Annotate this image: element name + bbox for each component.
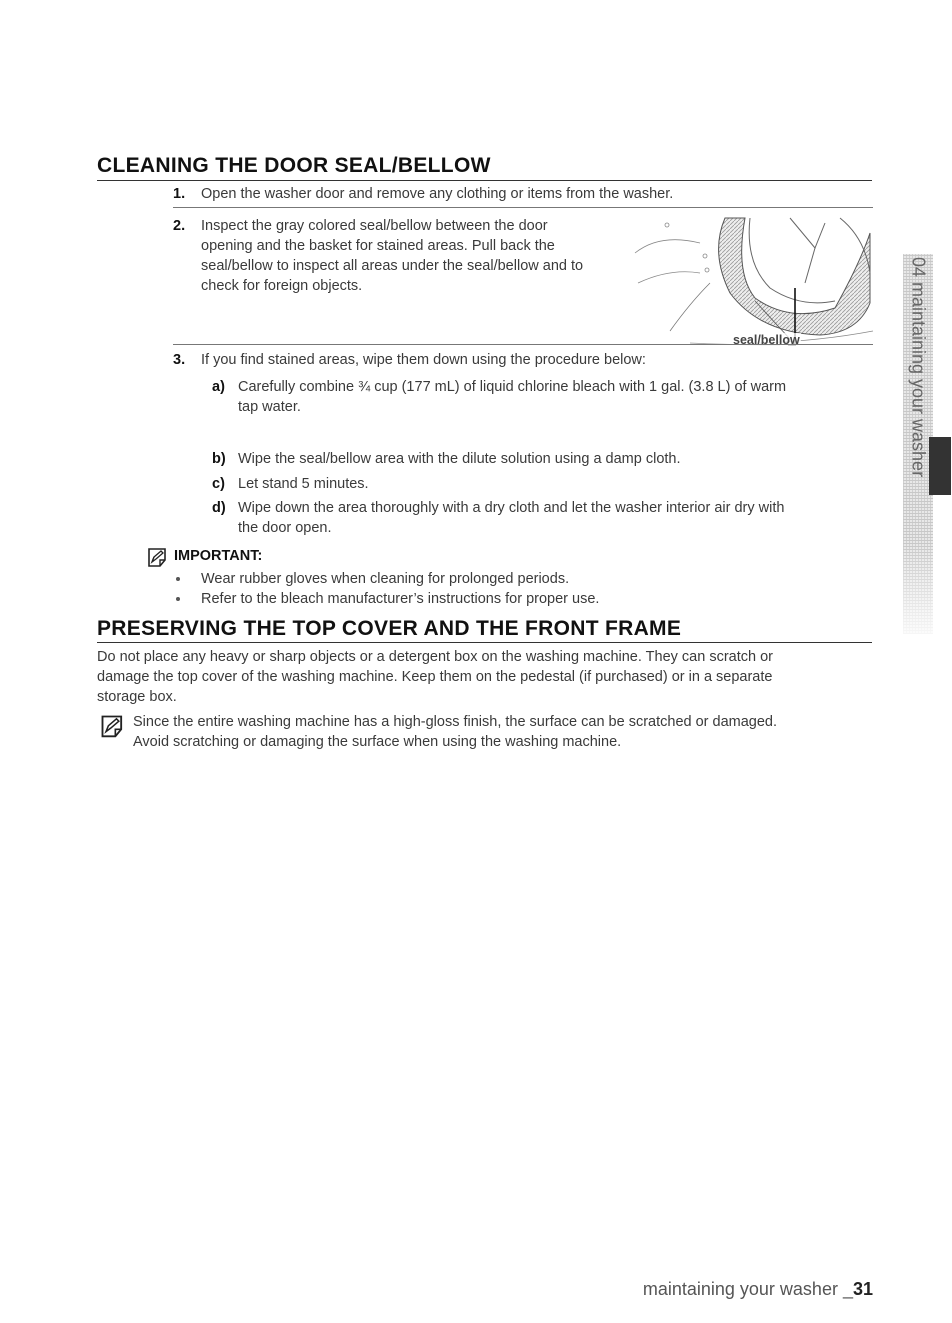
paragraph-line: damage the top cover of the washing machine. Keep them on the pedestal (if purchased) or in a separate — [97, 669, 773, 685]
door-seal-illustration — [630, 213, 875, 355]
step-text-line: opening and the basket for stained areas. Pull back the — [201, 238, 555, 254]
step-divider — [173, 344, 873, 345]
note-text — [133, 712, 873, 752]
bullet-item — [176, 569, 876, 589]
step-text-line: Inspect the gray colored seal/bellow between the door — [201, 218, 548, 234]
step-number: 1. — [173, 186, 186, 202]
note-icon — [146, 546, 170, 575]
side-chapter-label — [906, 256, 930, 478]
side-tab-fade — [903, 544, 933, 634]
paragraph — [97, 647, 873, 707]
substep-text-line: Wipe down the area thoroughly with a dry cloth and let the washer interior air dry with — [238, 500, 785, 516]
paragraph-line: storage box. — [97, 689, 177, 705]
footer-text: maintaining your washer _ — [642, 1279, 853, 1299]
substep-letter: c) — [212, 476, 225, 492]
side-chapter-marker — [929, 437, 951, 495]
step-text: If you find stained areas, wipe them down using the procedure below: — [201, 352, 646, 368]
step-1 — [173, 184, 873, 206]
side-chapter-text: 04 maintaining your washer — [908, 256, 929, 478]
substep-c — [212, 474, 872, 496]
important-label: IMPORTANT: — [174, 548, 263, 564]
bullet-text: Refer to the bleach manufacturer’s instructions for proper use. — [201, 591, 600, 607]
section-title-top-cover: PRESERVING THE TOP COVER AND THE FRONT FRAME — [97, 617, 682, 640]
step-number: 3. — [173, 352, 186, 368]
substep-text-line: tap water. — [238, 399, 301, 415]
substep-text-line: Wipe the seal/bellow area with the dilute solution using a damp cloth. — [238, 451, 681, 467]
bullet-text: Wear rubber gloves when cleaning for prolonged periods. — [201, 571, 570, 587]
note-text-line: Avoid scratching or damaging the surface when using the washing machine. — [133, 734, 622, 750]
section-title-rule — [97, 642, 872, 643]
section-title-door-seal: CLEANING THE DOOR SEAL/BELLOW — [97, 154, 491, 177]
step-number: 2. — [173, 218, 186, 234]
bullet-item — [176, 589, 876, 609]
bullet-dot — [176, 597, 180, 601]
substep-text-line: the door open. — [238, 520, 332, 536]
substep-a — [212, 377, 872, 419]
step-divider — [173, 207, 873, 208]
paragraph-line: Do not place any heavy or sharp objects or a detergent box on the washing machine. They can scratch or — [97, 649, 773, 665]
substep-text-line: Carefully combine ¾ cup (177 mL) of liquid chlorine bleach with 1 gal. (3.8 L) of warm — [238, 379, 787, 395]
substep-letter: b) — [212, 451, 226, 467]
step-2 — [173, 216, 643, 300]
step-3 — [173, 350, 873, 372]
page-number: 31 — [852, 1279, 873, 1299]
note-icon — [99, 713, 127, 746]
substep-letter: d) — [212, 500, 226, 516]
step-text-line: check for foreign objects. — [201, 278, 363, 294]
page-footer — [643, 1279, 873, 1300]
figure-label: seal/bellow — [733, 333, 800, 347]
substep-d — [212, 498, 872, 540]
note-text-line: Since the entire washing machine has a high-gloss finish, the surface can be scratched or damaged. — [133, 714, 778, 730]
step-text: Open the washer door and remove any clothing or items from the washer. — [201, 186, 674, 202]
bullet-dot — [176, 577, 180, 581]
substep-letter: a) — [212, 379, 225, 395]
substep-text-line: Let stand 5 minutes. — [238, 476, 369, 492]
substep-b — [212, 449, 872, 471]
step-text-line: seal/bellow to inspect all areas under the seal/bellow and to — [201, 258, 584, 274]
section-title-rule — [97, 180, 872, 181]
